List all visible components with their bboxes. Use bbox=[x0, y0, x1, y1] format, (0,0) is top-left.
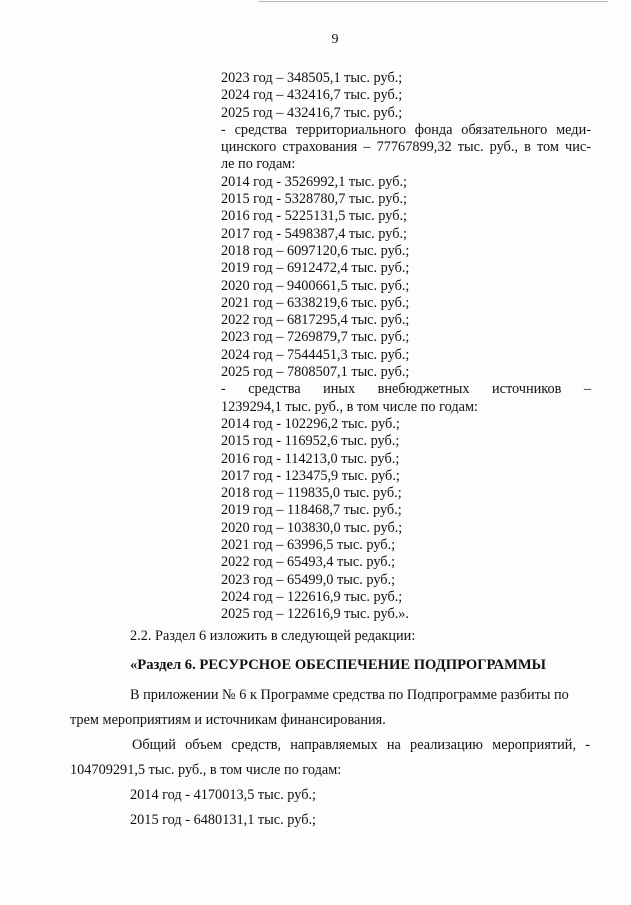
budget-line: 2024 год – 122616,9 тыс. руб.; bbox=[221, 588, 403, 605]
paragraph-1-line-1: В приложении № 6 к Программе средства по Подпрограмме разбиты по bbox=[130, 687, 569, 703]
item-2-2: 2.2. Раздел 6 изложить в следующей редакции: bbox=[130, 628, 416, 644]
budget-line: 2020 год – 9400661,5 тыс. руб.; bbox=[221, 277, 410, 294]
budget-line: 2021 год – 6338219,6 тыс. руб.; bbox=[221, 294, 410, 311]
budget-line: 2025 год – 122616,9 тыс. руб.». bbox=[221, 606, 410, 623]
budget-line: 2023 год – 7269879,7 тыс. руб.; bbox=[221, 329, 410, 346]
budget-line: 2014 год - 102296,2 тыс. руб.; bbox=[221, 415, 400, 432]
year-2014-total: 2014 год - 4170013,5 тыс. руб.; bbox=[130, 787, 317, 803]
budget-line: 2019 год – 6912472,4 тыс. руб.; bbox=[221, 260, 410, 277]
budget-line: цинского страхования – 77767899,32 тыс. руб., в том чис- bbox=[221, 139, 591, 156]
top-edge-rule bbox=[258, 1, 608, 2]
budget-line: 2015 год - 5328780,7 тыс. руб.; bbox=[221, 191, 408, 208]
budget-line: 2023 год – 348505,1 тыс. руб.; bbox=[221, 70, 403, 86]
budget-line: 1239294,1 тыс. руб., в том числе по годам: bbox=[221, 398, 478, 415]
budget-line: 2017 год - 123475,9 тыс. руб.; bbox=[221, 467, 400, 484]
budget-line: 2022 год – 65493,4 тыс. руб.; bbox=[221, 554, 396, 571]
budget-line: ле по годам: bbox=[221, 156, 296, 173]
funding-breakdown-block bbox=[221, 70, 591, 624]
section-heading: «Раздел 6. РЕСУРСНОЕ ОБЕСПЕЧЕНИЕ ПОДПРОГРАММЫ bbox=[130, 657, 547, 673]
paragraph-2-line-1: Общий объем средств, направляемых на реализацию мероприятий, - bbox=[132, 737, 590, 753]
budget-line: 2024 год – 7544451,3 тыс. руб.; bbox=[221, 346, 410, 363]
budget-line: 2024 год – 432416,7 тыс. руб.; bbox=[221, 87, 403, 104]
budget-line: 2020 год – 103830,0 тыс. руб.; bbox=[221, 519, 403, 536]
budget-line: 2021 год – 63996,5 тыс. руб.; bbox=[221, 537, 396, 554]
paragraph-1-line-2: трем мероприятиям и источникам финансирования. bbox=[70, 712, 386, 728]
budget-line: 2014 год - 3526992,1 тыс. руб.; bbox=[221, 173, 408, 190]
budget-line: 2016 год - 5225131,5 тыс. руб.; bbox=[221, 208, 408, 225]
budget-line: 2025 год – 432416,7 тыс. руб.; bbox=[221, 104, 403, 121]
budget-line: 2017 год - 5498387,4 тыс. руб.; bbox=[221, 225, 408, 242]
budget-line: 2018 год – 119835,0 тыс. руб.; bbox=[221, 485, 402, 502]
paragraph-2-line-2: 104709291,5 тыс. руб., в том числе по годам: bbox=[70, 762, 342, 778]
budget-line: 2022 год – 6817295,4 тыс. руб.; bbox=[221, 312, 410, 329]
budget-line: 2019 год – 118468,7 тыс. руб.; bbox=[221, 502, 402, 519]
budget-line: 2015 год - 116952,6 тыс. руб.; bbox=[221, 433, 400, 450]
page-number: 9 bbox=[331, 32, 339, 47]
budget-line: 2025 год – 7808507,1 тыс. руб.; bbox=[221, 364, 410, 381]
budget-line: 2016 год - 114213,0 тыс. руб.; bbox=[221, 450, 400, 467]
budget-line: - средства территориального фонда обязательного меди- bbox=[221, 121, 591, 138]
year-2015-total: 2015 год - 6480131,1 тыс. руб.; bbox=[130, 812, 317, 828]
budget-line: 2023 год – 65499,0 тыс. руб.; bbox=[221, 571, 396, 588]
budget-line: 2018 год – 6097120,6 тыс. руб.; bbox=[221, 242, 410, 259]
budget-line: - средства иных внебюджетных источников – bbox=[221, 381, 591, 398]
